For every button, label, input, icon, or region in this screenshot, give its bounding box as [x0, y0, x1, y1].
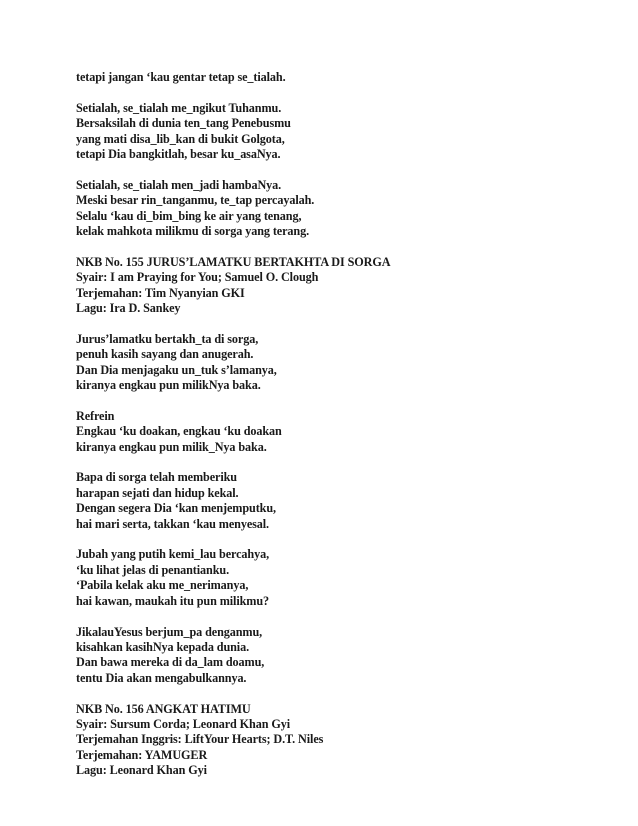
text-line: tetapi jangan ‘kau gentar tetap se_tialah. [76, 70, 286, 84]
text-line: Dengan segera Dia ‘kan menjemputku, [76, 501, 276, 516]
text-line: Jurus’lamatku bertakh_ta di sorga, [76, 331, 259, 346]
text-line: JikalauYesus berjum_pa denganmu, [76, 624, 263, 639]
text-line: yang mati disa_lib_kan di bukit Golgota, [76, 131, 285, 146]
text-line: Syair: I am Praying for You; Samuel O. Clough [76, 270, 319, 285]
text-line: ‘ku lihat jelas di penantianku. [76, 562, 230, 577]
text-line: Bapa di sorga telah memberiku [76, 470, 237, 485]
text-line: tetapi Dia bangkitlah, besar ku_asaNya. [76, 147, 281, 162]
text-line: Terjemahan Inggris: LiftYour Hearts; D.T. Niles [76, 732, 324, 747]
text-paragraph [76, 70, 576, 85]
text-line: Dan Dia menjagaku un_tuk s’lamanya, [76, 362, 277, 377]
text-line: kiranya engkau pun milik_Nya baka. [76, 439, 267, 454]
text-paragraph [76, 625, 576, 687]
text-line: Bersaksilah di dunia ten_tang Penebusmu [76, 116, 291, 131]
text-paragraph [76, 547, 576, 609]
text-line: Selalu ‘kau di_bim_bing ke air yang tenang, [76, 208, 302, 223]
text-line: Refrein [76, 408, 115, 423]
text-line: ‘Pabila kelak aku me_nerimanya, [76, 578, 249, 593]
text-line: Jubah yang putih kemi_lau bercahya, [76, 547, 270, 562]
text-paragraph [76, 101, 576, 163]
text-line: kisahkan kasihNya kepada dunia. [76, 639, 250, 654]
text-line: Lagu: Leonard Khan Gyi [76, 763, 207, 778]
text-line: Setialah, se_tialah men_jadi hambaNya. [76, 177, 282, 192]
text-paragraph [76, 702, 576, 779]
text-line: Setialah, se_tialah me_ngikut Tuhanmu. [76, 100, 282, 115]
text-line: penuh kasih sayang dan anugerah. [76, 347, 254, 362]
text-line: kiranya engkau pun milikNya baka. [76, 378, 261, 393]
text-paragraph [76, 332, 576, 394]
text-line: Terjemahan: Tim Nyanyian GKI [76, 285, 245, 300]
text-line: tentu Dia akan mengabulkannya. [76, 670, 247, 685]
text-line: Engkau ‘ku doakan, engkau ‘ku doakan [76, 424, 282, 439]
text-paragraph [76, 409, 576, 455]
text-line: Terjemahan: YAMUGER [76, 747, 208, 762]
text-line: Dan bawa mereka di da_lam doamu, [76, 655, 265, 670]
text-line: kelak mahkota milikmu di sorga yang terang. [76, 224, 310, 239]
text-line: hai kawan, maukah itu pun milikmu? [76, 593, 270, 608]
text-paragraph [76, 255, 576, 317]
text-paragraph [76, 178, 576, 240]
text-paragraph [76, 470, 576, 532]
text-line: NKB No. 155 JURUS’LAMATKU BERTAKHTA DI SORGA [76, 254, 391, 269]
text-line: Lagu: Ira D. Sankey [76, 301, 181, 316]
text-line: NKB No. 156 ANGKAT HATIMU [76, 701, 251, 716]
text-line: harapan sejati dan hidup kekal. [76, 485, 239, 500]
text-line: Meski besar rin_tanganmu, te_tap percayalah. [76, 193, 315, 208]
text-line: Syair: Sursum Corda; Leonard Khan Gyi [76, 716, 291, 731]
hymn-text-body [76, 70, 576, 794]
text-line: hai mari serta, takkan ‘kau menyesal. [76, 516, 269, 531]
